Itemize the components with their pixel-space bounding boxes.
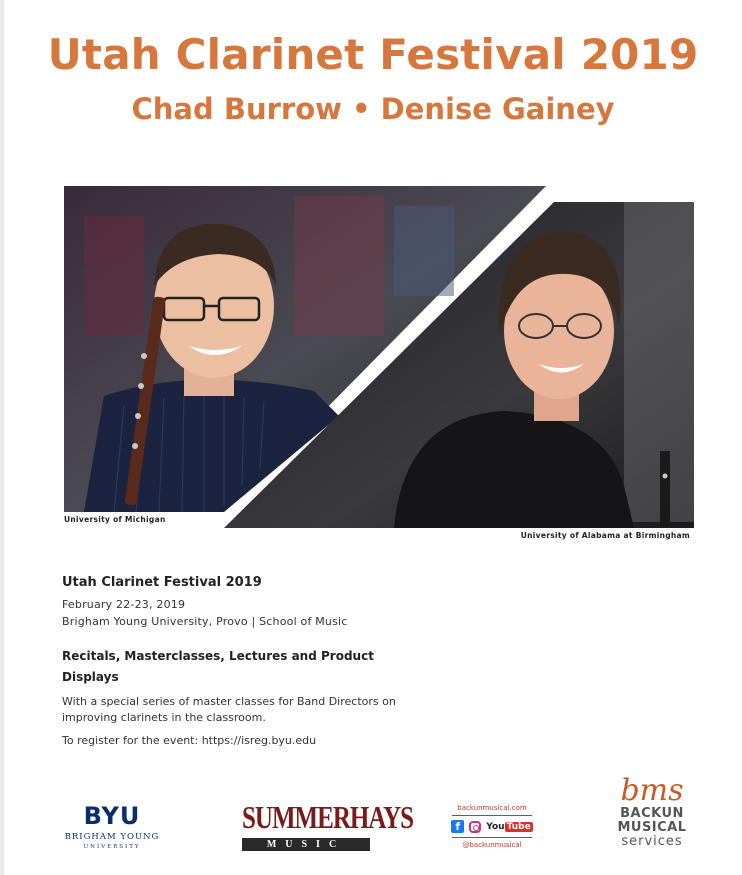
event-info <box>62 575 442 747</box>
event-heading: Utah Clarinet Festival 2019 <box>62 575 262 590</box>
summerhays-logo <box>242 801 414 851</box>
summerhays-logo-text: SUMMERHAYS <box>242 801 414 836</box>
youtube-icon[interactable] <box>486 822 532 832</box>
byu-logo <box>62 802 162 850</box>
performer-photos <box>64 186 694 528</box>
divider <box>452 837 532 838</box>
events-heading: Recitals, Masterclasses, Lectures and Product Displays <box>62 649 374 684</box>
byu-logo-text: BYU <box>83 802 141 830</box>
registration-text: To register for the event: https://isreg.byu.edu <box>62 734 317 747</box>
event-date: February 22-23, 2019 <box>62 598 186 611</box>
divider <box>452 815 532 816</box>
website-link[interactable]: backunmusical.com <box>457 804 527 812</box>
byu-logo-name: BRIGHAM YOUNG <box>64 832 160 842</box>
summerhays-logo-music: MUSIC <box>242 838 370 851</box>
social-icons <box>446 820 538 833</box>
special-series-text: With a special series of master classes for Band Directors on improving clarinets in the classroom. <box>62 695 396 724</box>
facebook-icon[interactable]: f <box>451 820 464 833</box>
byu-logo-university: UNIVERSITY <box>83 844 141 850</box>
youtube-tube: Tube <box>506 821 531 832</box>
caption-university-michigan: University of Michigan <box>64 515 166 524</box>
event-location: Brigham Young University, Provo | School of Music <box>62 615 348 628</box>
social-handle[interactable]: @backunmusical <box>462 841 522 849</box>
backun-logo-line2: MUSICAL <box>617 820 687 835</box>
page-title: Utah Clarinet Festival 2019 <box>47 30 699 79</box>
performers-subtitle: Chad Burrow • Denise Gainey <box>131 92 615 126</box>
caption-university-alabama: University of Alabama at Birmingham <box>520 531 690 540</box>
bms-mark: bms <box>620 773 684 808</box>
backun-logo <box>602 775 702 849</box>
backun-logo-line1: BACKUN <box>620 806 684 821</box>
instagram-icon[interactable] <box>469 821 481 833</box>
backun-logo-line3: services <box>621 834 683 849</box>
youtube-you: You <box>486 821 505 832</box>
social-links <box>446 804 538 849</box>
